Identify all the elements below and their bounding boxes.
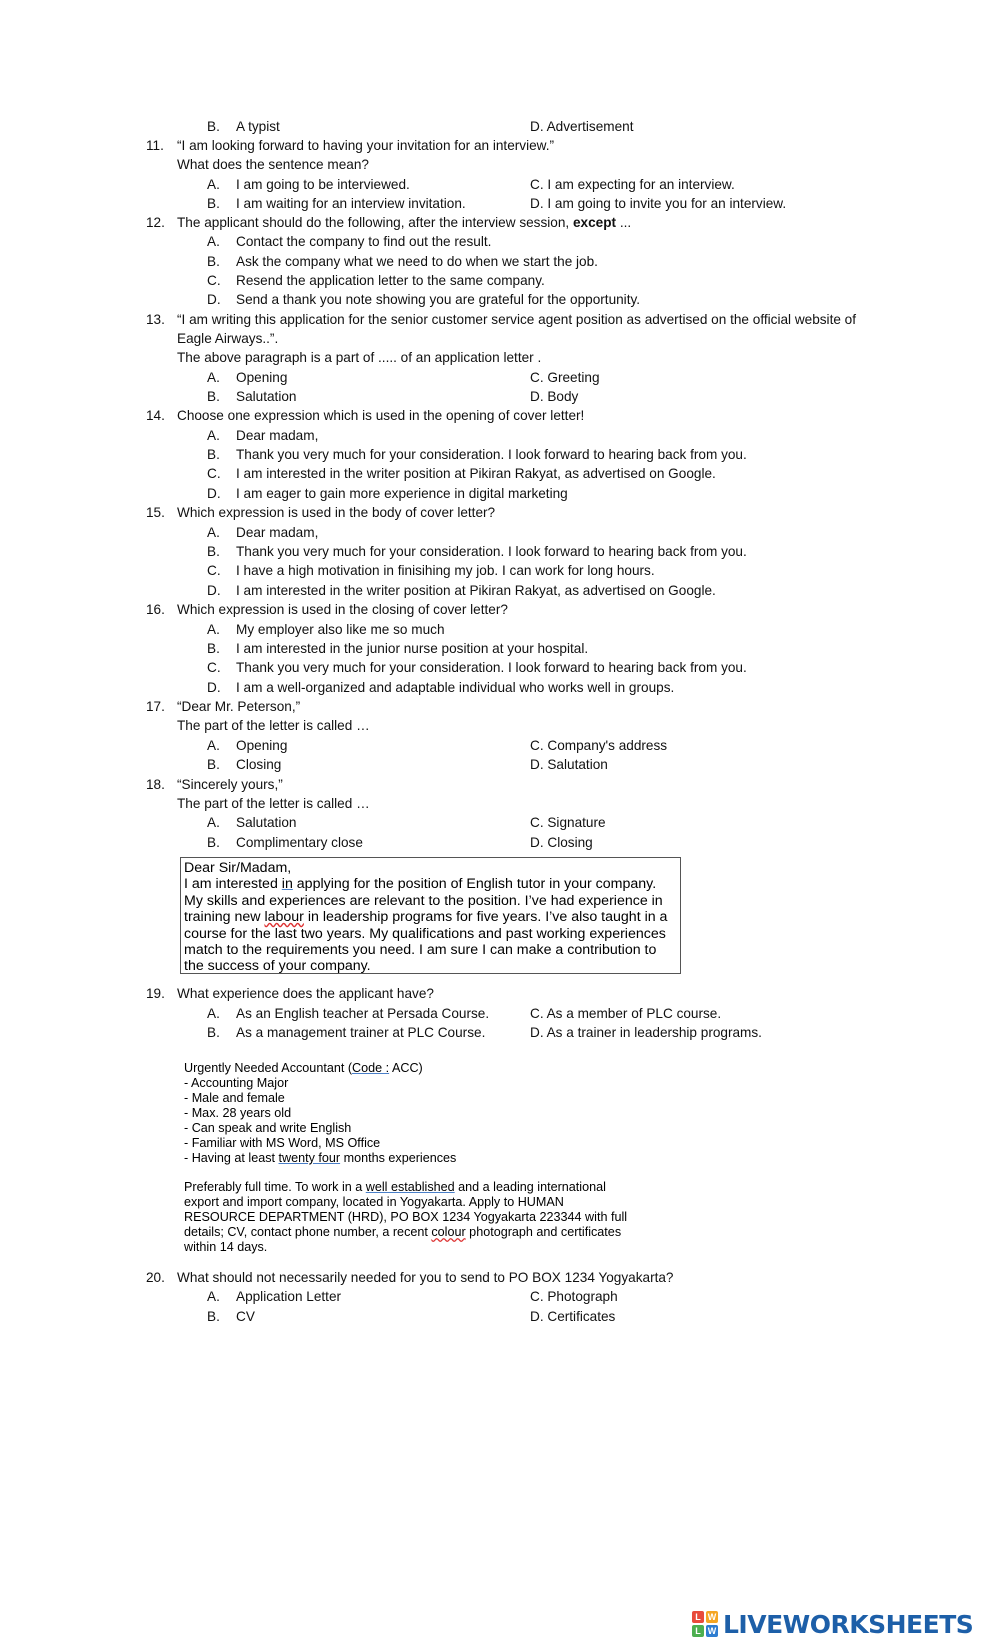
logo-square-2: W xyxy=(707,1612,717,1622)
q17-text: “Dear Mr. Peterson,” xyxy=(177,699,301,714)
q11-number: 11. xyxy=(146,138,164,153)
job-ad-req-6-underlined: twenty four xyxy=(278,1151,341,1165)
letter-line-3 xyxy=(184,909,677,925)
job-ad-title-start: Urgently Needed Accountant ( xyxy=(184,1061,353,1075)
q16-option-a-letter: A. xyxy=(207,622,220,637)
q12-text-main: The applicant should do the following, after the interview session, xyxy=(177,215,573,230)
q17-option-a-text: Opening xyxy=(236,738,288,753)
q19-option-a-text: As an English teacher at Persada Course. xyxy=(236,1006,490,1021)
q13-text-cont: Eagle Airways..”. xyxy=(177,331,279,346)
q15-text: Which expression is used in the body of cover letter? xyxy=(177,505,496,520)
q13-option-a-text: Opening xyxy=(236,370,288,385)
job-ad-para-line-3: RESOURCE DEPARTMENT (HRD), PO BOX 1234 Yogyakarta 223344 with full xyxy=(184,1210,628,1224)
q14-option-d-letter: D. xyxy=(207,486,221,501)
logo-square-4: W xyxy=(707,1626,717,1636)
q13-option-b-text: Salutation xyxy=(236,389,297,404)
q12-number: 12. xyxy=(146,215,165,230)
q10-option-b-letter: B. xyxy=(207,119,220,134)
q11-option-d-text: D. I am going to invite you for an interview. xyxy=(530,196,787,211)
q20-text: What should not necessarily needed for you to send to PO BOX 1234 Yogyakarta? xyxy=(177,1270,674,1285)
job-ad-para-4-start: details; CV, contact phone number, a recent xyxy=(184,1225,432,1239)
letter-line-2: My skills and experiences are relevant to the position. I’ve had experience in xyxy=(184,892,663,909)
job-ad-title-code: Code : xyxy=(352,1061,390,1075)
q11-option-b-letter: B. xyxy=(207,196,220,211)
job-ad-para-line-2: export and import company, located in Yogyakarta. Apply to HUMAN xyxy=(184,1195,564,1209)
q15-option-b-text: Thank you very much for your consideration. I look forward to hearing back from you. xyxy=(236,544,747,559)
q18-subtext: The part of the letter is called … xyxy=(177,796,370,811)
q17-option-c-text: C. Company's address xyxy=(530,738,668,753)
letter-line-3-end: in leadership programs for five years. I’ve also taught in a xyxy=(303,909,668,926)
job-ad-para-4-underlined: colour xyxy=(431,1225,466,1239)
job-ad-para-1-end: and a leading international xyxy=(454,1180,606,1194)
job-ad-req-2: - Male and female xyxy=(184,1091,285,1105)
q20-option-b-letter: B. xyxy=(207,1309,220,1324)
q11-option-b-text: I am waiting for an interview invitation. xyxy=(236,196,466,211)
q18-option-b-text: Complimentary close xyxy=(236,835,363,850)
q19-option-a-letter: A. xyxy=(207,1006,220,1021)
job-ad-title xyxy=(184,1061,423,1076)
q14-option-b-letter: B. xyxy=(207,447,220,462)
q19-option-d-text: D. As a trainer in leadership programs. xyxy=(530,1025,762,1040)
job-ad-title-end: ACC) xyxy=(389,1061,423,1075)
q14-option-c-text: I am interested in the writer position at Pikiran Rakyat, as advertised on Google. xyxy=(236,466,716,481)
q13-option-d-text: D. Body xyxy=(530,389,579,404)
q14-number: 14. xyxy=(146,408,165,423)
logo-square-3: L xyxy=(692,1625,704,1637)
q19-option-c-text: C. As a member of PLC course. xyxy=(530,1006,722,1021)
q18-number: 18. xyxy=(146,777,165,792)
letter-line-1-start: I am interested xyxy=(184,876,282,893)
q16-option-c-letter: C. xyxy=(207,660,221,675)
job-ad-req-1: - Accounting Major xyxy=(184,1076,289,1090)
job-ad-req-6-end: months experiences xyxy=(340,1151,457,1165)
letter-line-1-end: applying for the position of English tutor in your company. xyxy=(292,876,657,893)
q18-option-a-letter: A. xyxy=(207,815,220,830)
q11-subtext: What does the sentence mean? xyxy=(177,157,369,172)
liveworksheets-logo-text: LIVEWORKSHEETS xyxy=(723,1609,974,1639)
q16-option-c-text: Thank you very much for your consideration. I look forward to hearing back from you. xyxy=(236,660,747,675)
job-ad-para-line-4 xyxy=(184,1225,621,1240)
q18-option-d-text: D. Closing xyxy=(530,835,593,850)
q13-subtext: The above paragraph is a part of ..... of an application letter . xyxy=(177,350,542,365)
q12-option-b-letter: B. xyxy=(207,254,220,269)
q17-option-b-letter: B. xyxy=(207,757,220,772)
q19-text: What experience does the applicant have? xyxy=(177,986,434,1001)
q11-option-a-letter: A. xyxy=(207,177,220,192)
q12-text xyxy=(177,213,631,232)
job-ad-req-5: - Familiar with MS Word, MS Office xyxy=(184,1136,381,1150)
letter-line-6: the success of your company. xyxy=(184,958,371,975)
letter-line-3-start: training new xyxy=(184,909,265,926)
job-ad-para-1-underlined: well established xyxy=(365,1180,455,1194)
q13-option-b-letter: B. xyxy=(207,389,220,404)
q15-option-d-letter: D. xyxy=(207,583,221,598)
q16-option-d-text: I am a well-organized and adaptable individual who works well in groups. xyxy=(236,680,675,695)
q13-option-c-text: C. Greeting xyxy=(530,370,600,385)
q14-text: Choose one expression which is used in the opening of cover letter! xyxy=(177,408,585,423)
job-ad-para-1-start: Preferably full time. To work in a xyxy=(184,1180,366,1194)
job-ad-para-line-5: within 14 days. xyxy=(184,1240,268,1254)
q12-text-end: ... xyxy=(616,215,632,230)
q15-option-c-text: I have a high motivation in finisihing my job. I can work for long hours. xyxy=(236,563,655,578)
q10-option-b-text: A typist xyxy=(236,119,280,134)
q15-option-a-text: Dear madam, xyxy=(236,525,319,540)
job-ad-req-3: - Max. 28 years old xyxy=(184,1106,292,1120)
q12-option-c-text: Resend the application letter to the same company. xyxy=(236,273,545,288)
q15-option-c-letter: C. xyxy=(207,563,221,578)
q18-option-c-text: C. Signature xyxy=(530,815,606,830)
q16-option-b-letter: B. xyxy=(207,641,220,656)
q19-option-b-letter: B. xyxy=(207,1025,220,1040)
q20-option-b-text: CV xyxy=(236,1309,255,1324)
q17-number: 17. xyxy=(146,699,165,714)
q15-option-a-letter: A. xyxy=(207,525,220,540)
q16-text: Which expression is used in the closing of cover letter? xyxy=(177,602,508,617)
q14-option-b-text: Thank you very much for your consideration. I look forward to hearing back from you. xyxy=(236,447,747,462)
q11-option-c-text: C. I am expecting for an interview. xyxy=(530,177,735,192)
q13-option-a-letter: A. xyxy=(207,370,220,385)
letter-line-3-underlined: labour xyxy=(264,909,304,926)
job-ad-para-line-1 xyxy=(184,1180,606,1195)
q10-option-d-text: D. Advertisement xyxy=(530,119,634,134)
q20-option-a-text: Application Letter xyxy=(236,1289,342,1304)
q15-number: 15. xyxy=(146,505,165,520)
q17-subtext: The part of the letter is called … xyxy=(177,718,370,733)
q12-option-a-letter: A. xyxy=(207,234,220,249)
letter-line-5: match to the requirements you need. I am sure I can make a contribution to xyxy=(184,942,657,959)
logo-square-1: L xyxy=(692,1611,704,1623)
q20-option-c-text: C. Photograph xyxy=(530,1289,618,1304)
letter-line-1-underlined: in xyxy=(281,876,293,893)
letter-greeting: Dear Sir/Madam, xyxy=(184,860,292,876)
q18-option-a-text: Salutation xyxy=(236,815,297,830)
q16-option-d-letter: D. xyxy=(207,680,221,695)
q11-text: “I am looking forward to having your invitation for an interview.” xyxy=(177,138,555,153)
q12-text-bold: except xyxy=(572,215,617,230)
q18-option-b-letter: B. xyxy=(207,835,220,850)
liveworksheets-logo[interactable] xyxy=(692,1609,973,1639)
q17-option-b-text: Closing xyxy=(236,757,282,772)
q19-number: 19. xyxy=(146,986,165,1001)
q15-option-d-text: I am interested in the writer position at Pikiran Rakyat, as advertised on Google. xyxy=(236,583,716,598)
job-ad-req-4: - Can speak and write English xyxy=(184,1121,352,1135)
q16-option-a-text: My employer also like me so much xyxy=(236,622,445,637)
q12-option-a-text: Contact the company to find out the result. xyxy=(236,234,492,249)
q14-option-d-text: I am eager to gain more experience in digital marketing xyxy=(236,486,568,501)
q16-number: 16. xyxy=(146,602,165,617)
q18-text: “Sincerely yours,” xyxy=(177,777,283,792)
letter-line-1 xyxy=(184,876,677,892)
q16-option-b-text: I am interested in the junior nurse position at your hospital. xyxy=(236,641,589,656)
q13-text: “I am writing this application for the senior customer service agent position as advertised on the official website of xyxy=(177,312,857,327)
q17-option-a-letter: A. xyxy=(207,738,220,753)
q12-option-d-letter: D. xyxy=(207,292,221,307)
liveworksheets-logo-icon xyxy=(692,1611,718,1637)
q20-option-d-text: D. Certificates xyxy=(530,1309,616,1324)
q12-option-b-text: Ask the company what we need to do when we start the job. xyxy=(236,254,598,269)
q13-number: 13. xyxy=(146,312,165,327)
q17-option-d-text: D. Salutation xyxy=(530,757,608,772)
q12-option-c-letter: C. xyxy=(207,273,221,288)
q11-option-a-text: I am going to be interviewed. xyxy=(236,177,410,192)
job-ad-req-6 xyxy=(184,1151,456,1166)
q14-option-a-letter: A. xyxy=(207,428,220,443)
q14-option-c-letter: C. xyxy=(207,466,221,481)
q20-number: 20. xyxy=(146,1270,165,1285)
q20-option-a-letter: A. xyxy=(207,1289,220,1304)
job-ad-req-6-start: - Having at least xyxy=(184,1151,279,1165)
q14-option-a-text: Dear madam, xyxy=(236,428,319,443)
q15-option-b-letter: B. xyxy=(207,544,220,559)
cover-letter-excerpt xyxy=(180,857,681,974)
job-ad-para-4-end: photograph and certificates xyxy=(465,1225,622,1239)
letter-line-4: course for the last two years. My qualifications and past working experiences xyxy=(184,925,666,942)
q12-option-d-text: Send a thank you note showing you are grateful for the opportunity. xyxy=(236,292,641,307)
q19-option-b-text: As a management trainer at PLC Course. xyxy=(236,1025,486,1040)
